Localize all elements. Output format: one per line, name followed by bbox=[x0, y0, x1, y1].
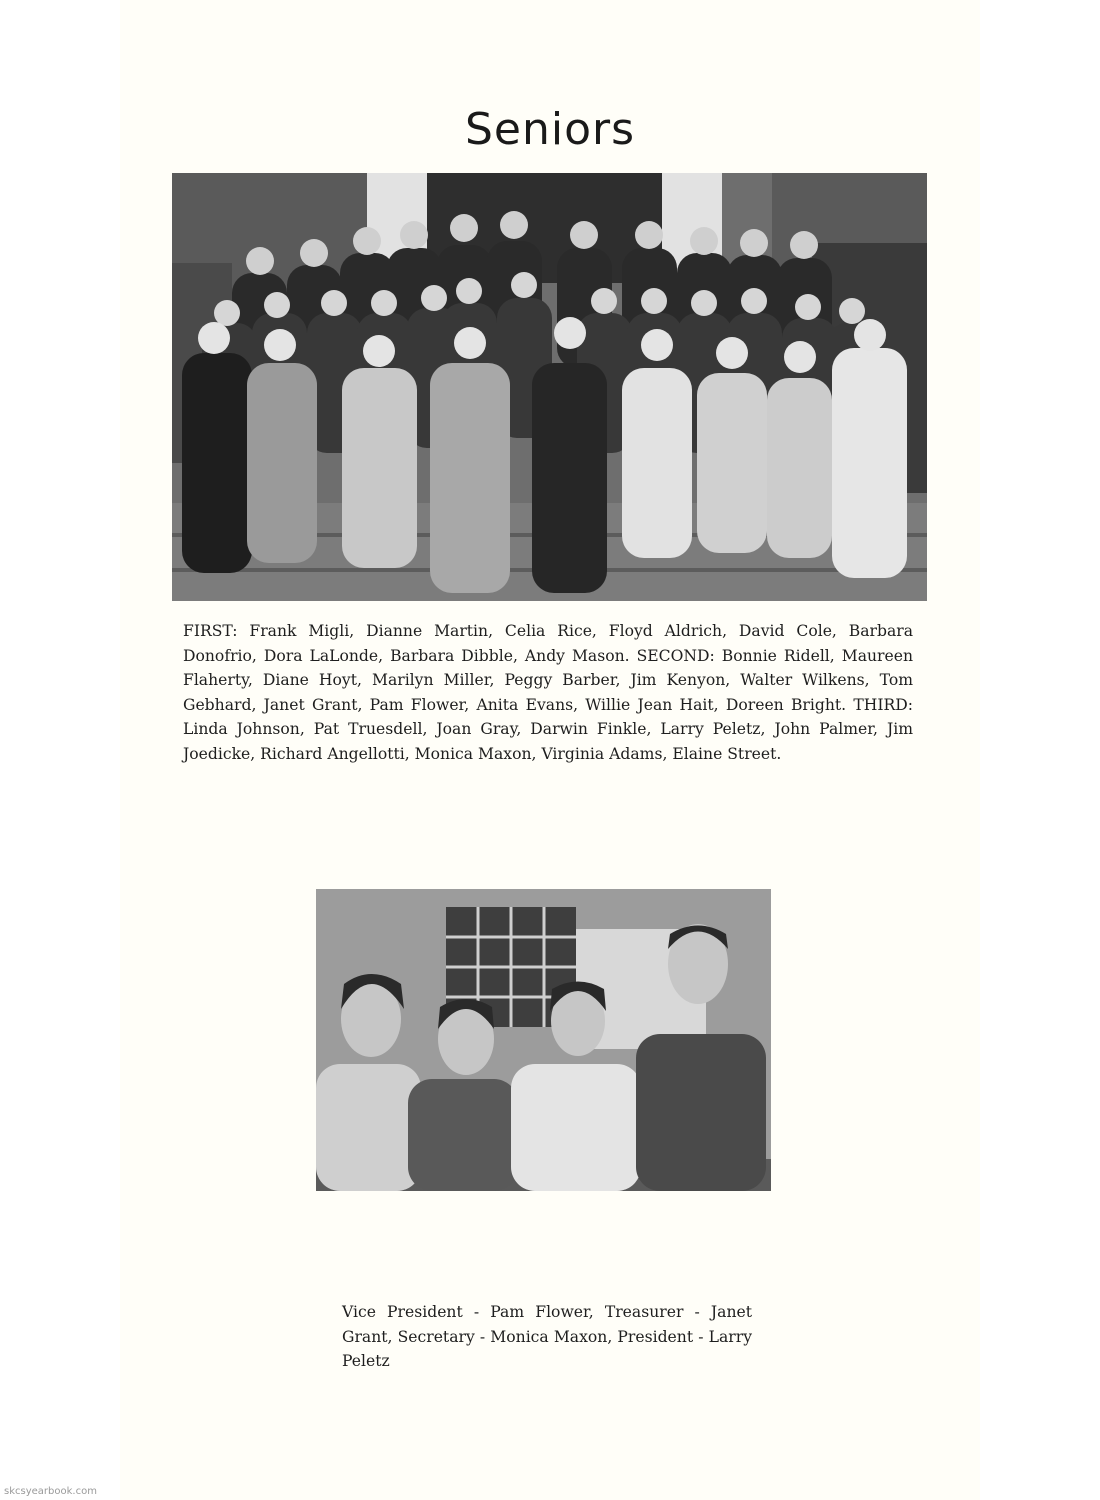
officers-photo-caption: Vice President - Pam Flower, Treasurer - Janet Grant, Secretary - Monica Maxon, President - Larry Peletz bbox=[342, 1303, 752, 1370]
group-photo-caption: FIRST: Frank Migli, Dianne Martin, Celia Rice, Floyd Aldrich, David Cole, Barbara Donofrio, Dora LaLonde, Barbara Dibble, Andy Mason. SECOND: Bonnie Ridell, Maureen Flaherty, Diane Hoyt, Marilyn Miller, Peggy Barber, Jim Kenyon, Walter Wilkens, Tom Gebhard, Janet Grant, Pam Flower, Anita Evans, Willie Jean Hait, Doreen Bright. THIRD: Linda Johnson, Pat Truesdell, Joan Gray, Darwin Finkle, Larry Peletz, John Palmer, Jim Joedicke, Richard Angellotti, Monica Maxon, Virginia Adams, Elaine Street. bbox=[183, 622, 913, 763]
class-officers-photo bbox=[316, 889, 771, 1191]
page-title: Seniors bbox=[464, 104, 636, 155]
senior-class-group-photo bbox=[172, 173, 927, 601]
site-watermark: skcsyearbook.com bbox=[4, 1486, 97, 1497]
group-photo-image bbox=[172, 173, 927, 601]
officers-photo-image bbox=[316, 889, 771, 1191]
